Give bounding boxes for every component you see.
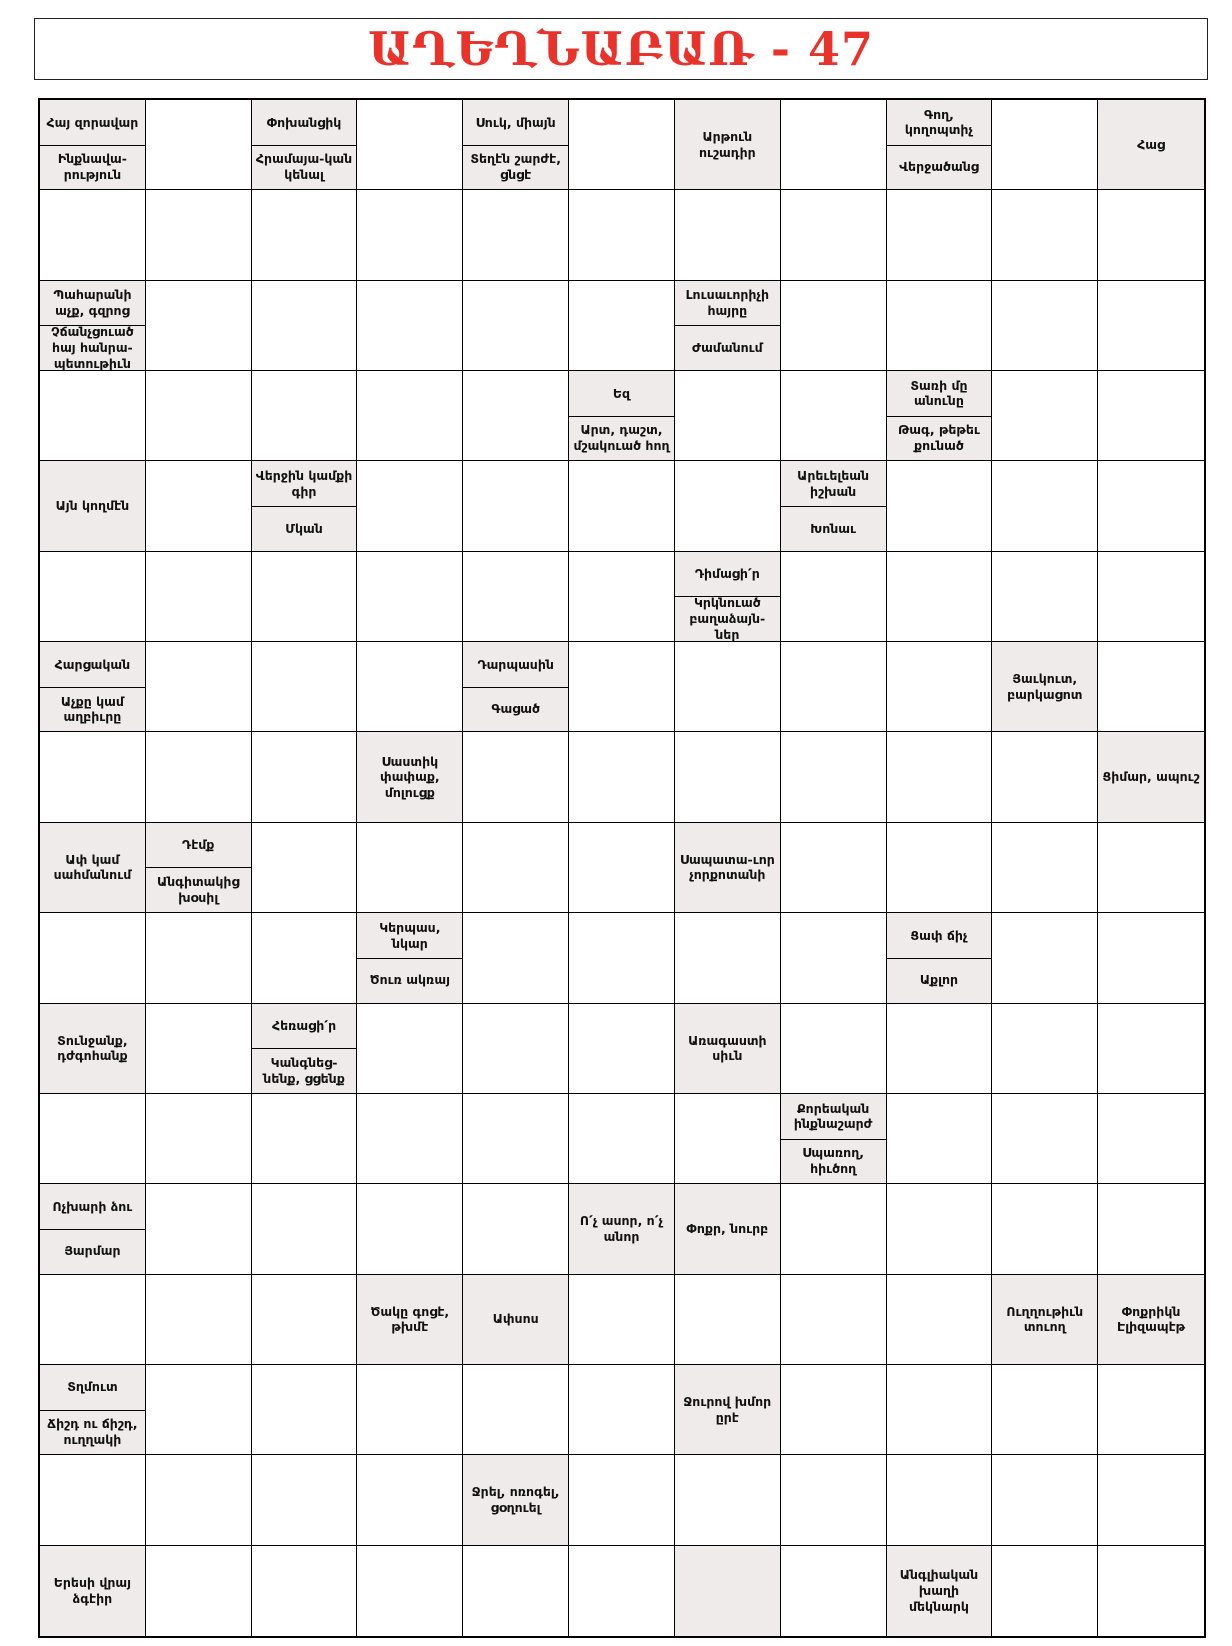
clue-text-bottom: Կրկնուած բաղաձայն-ներ [689,595,766,642]
answer-cell[interactable] [675,190,781,280]
clue-cell [675,1004,781,1094]
answer-cell[interactable] [569,461,675,551]
clue-text-top: Դիմացի՛ր [694,566,760,582]
answer-cell[interactable] [1098,371,1204,461]
answer-cell[interactable] [40,1275,146,1365]
answer-cell[interactable] [887,281,993,371]
clue-text-bottom: Ժամանում [691,339,763,355]
clue-text-top: Պահարանի աչք, գզրոց [53,287,132,319]
answer-cell[interactable] [146,1455,252,1545]
answer-cell[interactable] [40,732,146,822]
clue-cell [40,1546,146,1636]
answer-cell[interactable] [146,1275,252,1365]
answer-cell[interactable] [887,1365,993,1455]
answer-cell[interactable] [887,823,993,913]
answer-cell[interactable] [992,1184,1098,1274]
answer-cell[interactable] [887,1184,993,1274]
clue-cell [675,552,781,642]
answer-cell[interactable] [569,281,675,371]
clue-text-top: Ոչխարի ձու [52,1198,133,1214]
answer-cell[interactable] [887,1094,993,1184]
answer-cell[interactable] [1098,552,1204,642]
answer-cell[interactable] [992,1546,1098,1636]
clue-text: Այն կողմէն [55,498,130,514]
clue-text-top: Քորեական ինքնաշարժ [793,1100,873,1132]
answer-cell[interactable] [887,732,993,822]
answer-cell[interactable] [781,823,887,913]
clue-text-bottom: Կանգնեց-նենք, ցցենք [263,1054,345,1086]
answer-cell[interactable] [146,913,252,1003]
answer-cell[interactable] [146,100,252,190]
answer-cell[interactable] [146,1004,252,1094]
answer-cell[interactable] [40,371,146,461]
answer-cell[interactable] [569,1094,675,1184]
answer-cell[interactable] [569,1275,675,1365]
answer-cell[interactable] [463,190,569,280]
clue-text-top: Տառի մը անունը [910,377,968,409]
answer-cell[interactable] [463,823,569,913]
clue-cell [463,1455,569,1545]
answer-cell[interactable] [569,1365,675,1455]
clue-cell [463,1275,569,1365]
clue-text-top: Հեռացի՛ր [271,1018,337,1034]
clue-text-bottom: Սպառող, հիւծող [802,1145,864,1176]
answer-cell[interactable] [1098,1546,1204,1636]
blocked-cell [675,1546,781,1636]
clue-cell [569,371,675,461]
answer-cell[interactable] [569,100,675,190]
answer-cell[interactable] [252,281,358,371]
answer-cell[interactable] [146,1184,252,1274]
clue-text: Ուղղութիւն տուող [1006,1303,1084,1335]
answer-cell[interactable] [357,1094,463,1184]
answer-cell[interactable] [252,190,358,280]
answer-cell[interactable] [146,732,252,822]
clue-text: Ո՛չ ասոր, ո՛չ անոր [579,1213,664,1244]
clue-cell [252,1004,358,1094]
clue-cell [40,1004,146,1094]
answer-cell[interactable] [1098,1004,1204,1094]
answer-cell[interactable] [463,1365,569,1455]
answer-cell[interactable] [252,1365,358,1455]
answer-cell[interactable] [1098,642,1204,732]
answer-cell[interactable] [992,281,1098,371]
clue-text-bottom: Ճիշդ ու ճիշդ, ուղղակի [47,1416,138,1447]
answer-cell[interactable] [463,371,569,461]
clue-text: Փոքրիկն Էլիզապէթ [1117,1303,1186,1335]
clue-text: Տունջանք, դժգոհանք [57,1032,128,1064]
answer-cell[interactable] [146,642,252,732]
clue-text: Սապատա-ւոր չորքոտանի [679,851,775,883]
clue-cell [887,1546,993,1636]
clue-cell [675,1365,781,1455]
answer-cell[interactable] [781,100,887,190]
answer-cell[interactable] [569,552,675,642]
clue-text-top: Ցափ ճիչ [910,927,968,943]
answer-cell[interactable] [146,552,252,642]
answer-cell[interactable] [357,642,463,732]
answer-cell[interactable] [992,190,1098,280]
clue-cell [40,100,146,190]
clue-cell [252,100,358,190]
clue-cell [887,100,993,190]
answer-cell[interactable] [40,552,146,642]
clue-text-top: Փոխանցիկ [266,114,342,130]
answer-cell[interactable] [569,913,675,1003]
clue-text-bottom: Ինքնավա-րություն [57,151,127,182]
clue-text-bottom: Թագ, թեթեւ քունած [898,422,980,454]
answer-cell[interactable] [1098,1094,1204,1184]
clue-text: Երեսի վրայ ձգէիր [53,1575,132,1606]
page-title: ԱՂԵՂՆԱԲԱՌ - 47 [367,22,875,76]
clue-cell [252,461,358,551]
answer-cell[interactable] [992,1455,1098,1545]
clue-cell [675,100,781,190]
answer-cell[interactable] [781,732,887,822]
answer-cell[interactable] [463,281,569,371]
answer-cell[interactable] [781,642,887,732]
answer-cell[interactable] [146,1094,252,1184]
clue-cell [40,461,146,551]
answer-cell[interactable] [887,461,993,551]
answer-cell[interactable] [252,1275,358,1365]
answer-cell[interactable] [992,913,1098,1003]
clue-text: Ափսոս [492,1311,539,1327]
answer-cell[interactable] [252,552,358,642]
clue-text: Յաւկուտ, բարկացոտ [1007,671,1083,702]
clue-text-bottom: Ծուռ ակռայ [369,972,450,988]
answer-cell[interactable] [357,1455,463,1545]
answer-cell[interactable] [569,823,675,913]
answer-cell[interactable] [463,1004,569,1094]
clue-text-bottom: Յարմար [64,1243,121,1259]
answer-cell[interactable] [887,1455,993,1545]
answer-cell[interactable] [992,552,1098,642]
answer-cell[interactable] [146,1546,252,1636]
answer-cell[interactable] [252,1455,358,1545]
answer-cell[interactable] [463,1546,569,1636]
clue-text-top: Գող, կողոպտիչ [904,106,974,138]
answer-cell[interactable] [1098,823,1204,913]
answer-cell[interactable] [887,1004,993,1094]
clue-text-bottom: Աչքը կամ աղբիւրը [60,693,124,725]
clue-text-top: Դարպասին [477,656,554,672]
clue-text-top: Կերպաս, նկար [379,919,441,951]
clue-text-bottom: Արտ, դաշտ, մշակուած հող [573,422,670,454]
answer-cell[interactable] [146,1365,252,1455]
clue-text-top: Տղմուտ [67,1379,118,1395]
answer-cell[interactable] [357,1004,463,1094]
clue-cell [463,642,569,732]
answer-cell[interactable] [463,1184,569,1274]
answer-cell[interactable] [146,461,252,551]
clue-cell [40,823,146,913]
answer-cell[interactable] [992,1094,1098,1184]
answer-cell[interactable] [463,552,569,642]
clue-text: Ջուրով խմոր ըրէ [683,1393,772,1425]
clue-text: Ծակը գոցէ, թխմէ [370,1303,450,1335]
clue-cell [1098,1275,1204,1365]
clue-text-top: Հարցական [54,656,131,672]
answer-cell[interactable] [1098,461,1204,551]
clue-cell [40,281,146,371]
answer-cell[interactable] [992,100,1098,190]
answer-cell[interactable] [357,461,463,551]
clue-cell [40,642,146,732]
clue-cell [463,100,569,190]
clue-cell [357,913,463,1003]
answer-cell[interactable] [252,642,358,732]
answer-cell[interactable] [357,1365,463,1455]
answer-cell[interactable] [675,732,781,822]
answer-cell[interactable] [887,1275,993,1365]
answer-cell[interactable] [781,1004,887,1094]
answer-cell[interactable] [569,732,675,822]
clue-text: Սաստիկ փափաք, մոլուցք [380,753,440,800]
answer-cell[interactable] [357,1184,463,1274]
title-box [34,18,1208,80]
answer-cell[interactable] [992,732,1098,822]
clue-text-bottom: Գացած [491,701,540,717]
clue-text-bottom: Վերջածանց [899,159,979,175]
clue-text-top: Արեւելեան իշխան [797,468,870,499]
clue-text-bottom: Խոնաւ [810,520,857,536]
answer-cell[interactable] [357,1546,463,1636]
answer-cell[interactable] [781,1184,887,1274]
clue-text-bottom: Անգիտակից խօսիլ [156,874,240,905]
clue-cell [887,371,993,461]
answer-cell[interactable] [357,552,463,642]
clue-text-top: Եզ [612,385,631,401]
answer-cell[interactable] [887,552,993,642]
answer-cell[interactable] [1098,1455,1204,1545]
clue-text-bottom: Տեղէն շարժէ, ցնցէ [470,151,561,182]
clue-cell [887,913,993,1003]
answer-cell[interactable] [357,823,463,913]
clue-text-bottom: Մկան [285,520,323,536]
crossword-grid [38,98,1206,1638]
answer-cell[interactable] [992,1004,1098,1094]
answer-cell[interactable] [781,913,887,1003]
answer-cell[interactable] [252,913,358,1003]
clue-cell [781,461,887,551]
answer-cell[interactable] [463,461,569,551]
answer-cell[interactable] [781,1365,887,1455]
answer-cell[interactable] [781,281,887,371]
answer-cell[interactable] [40,1094,146,1184]
answer-cell[interactable] [463,913,569,1003]
answer-cell[interactable] [675,1455,781,1545]
clue-cell [357,1275,463,1365]
answer-cell[interactable] [781,1455,887,1545]
clue-text: Անգլիական խաղի մեկնարկ [899,1567,979,1614]
clue-text: Փոքր, նուրբ [686,1221,769,1237]
clue-cell [781,1094,887,1184]
clue-cell [1098,732,1204,822]
answer-cell[interactable] [1098,281,1204,371]
answer-cell[interactable] [357,281,463,371]
answer-cell[interactable] [40,913,146,1003]
answer-cell[interactable] [357,100,463,190]
answer-cell[interactable] [40,1455,146,1545]
answer-cell[interactable] [675,1275,781,1365]
clue-text-top: Հայ զորավար [46,114,139,130]
answer-cell[interactable] [675,461,781,551]
answer-cell[interactable] [992,371,1098,461]
clue-cell [40,1184,146,1274]
clue-text: Ջրել, ոռոգել, ցօղուել [471,1484,560,1515]
answer-cell[interactable] [569,190,675,280]
clue-text: Ափ կամ սահմանում [53,851,132,883]
clue-cell [675,1184,781,1274]
answer-cell[interactable] [675,371,781,461]
clue-cell [357,732,463,822]
clue-text: Հաց [1137,136,1166,152]
clue-text-top: Վերջին կամքի գիր [255,468,353,499]
answer-cell[interactable] [146,281,252,371]
answer-cell[interactable] [569,642,675,732]
clue-cell [992,642,1098,732]
answer-cell[interactable] [252,732,358,822]
clue-cell [569,1184,675,1274]
answer-cell[interactable] [781,1546,887,1636]
answer-cell[interactable] [146,190,252,280]
answer-cell[interactable] [252,1546,358,1636]
clue-cell [146,823,252,913]
answer-cell[interactable] [252,1184,358,1274]
clue-text: Առագաստի սիւն [688,1032,767,1064]
answer-cell[interactable] [569,1004,675,1094]
clue-cell [992,1275,1098,1365]
clue-cell [40,1365,146,1455]
answer-cell[interactable] [992,823,1098,913]
answer-cell[interactable] [252,371,358,461]
clue-cell [1098,100,1204,190]
answer-cell[interactable] [569,1546,675,1636]
answer-cell[interactable] [146,371,252,461]
answer-cell[interactable] [252,823,358,913]
clue-text-bottom: Հրամայա-կան կենալ [255,151,353,182]
answer-cell[interactable] [1098,1184,1204,1274]
clue-text-top: Դէմք [182,837,215,853]
answer-cell[interactable] [781,190,887,280]
answer-cell[interactable] [252,1094,358,1184]
clue-text-bottom: Չճանչցուած հայ հանրա-պետութիւն [51,324,134,371]
answer-cell[interactable] [1098,190,1204,280]
answer-cell[interactable] [675,642,781,732]
answer-cell[interactable] [887,642,993,732]
answer-cell[interactable] [992,461,1098,551]
answer-cell[interactable] [887,190,993,280]
answer-cell[interactable] [781,371,887,461]
answer-cell[interactable] [781,1275,887,1365]
answer-cell[interactable] [992,1365,1098,1455]
answer-cell[interactable] [781,552,887,642]
clue-text-top: Լուսաւորիչի հայրը [685,287,770,319]
answer-cell[interactable] [40,190,146,280]
answer-cell[interactable] [357,371,463,461]
answer-cell[interactable] [357,190,463,280]
clue-text-bottom: Աքլոր [919,972,959,988]
clue-cell [675,281,781,371]
answer-cell[interactable] [569,1455,675,1545]
answer-cell[interactable] [463,732,569,822]
answer-cell[interactable] [1098,1365,1204,1455]
clue-cell [675,823,781,913]
answer-cell[interactable] [675,913,781,1003]
clue-text-top: Սուկ, միայն [475,114,556,130]
clue-text: Արթուն ուշադիր [698,129,756,160]
answer-cell[interactable] [1098,913,1204,1003]
answer-cell[interactable] [463,1094,569,1184]
answer-cell[interactable] [675,1094,781,1184]
clue-text: Ցիմար, ապուշ [1102,769,1200,785]
